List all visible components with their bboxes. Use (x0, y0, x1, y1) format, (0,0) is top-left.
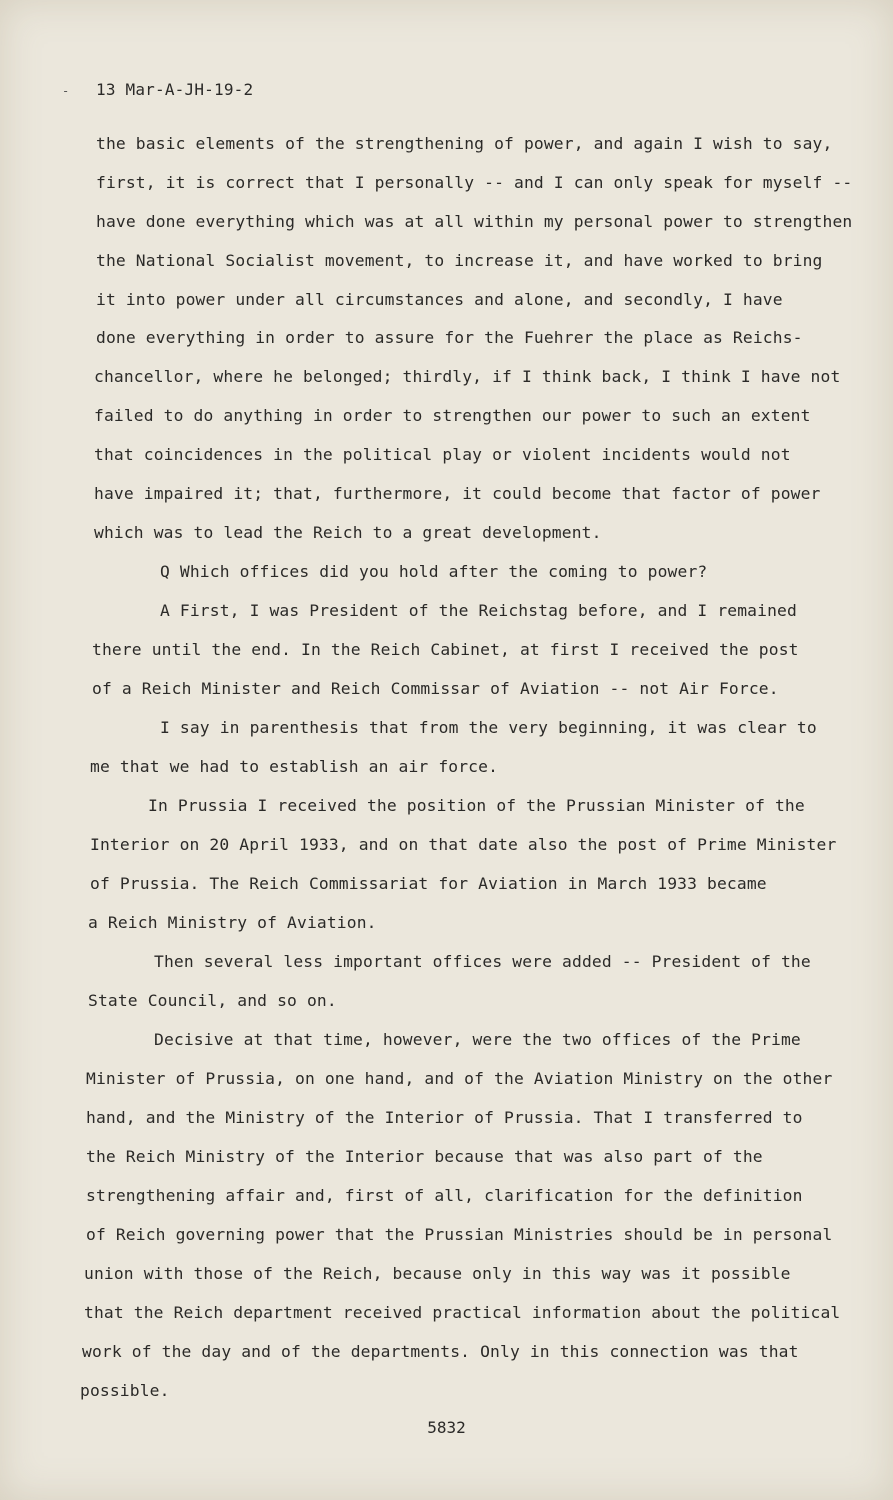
text-line: first, it is correct that I personally -- and I can only speak for myself -- (96, 173, 853, 192)
text-line: me that we had to establish an air force. (90, 757, 499, 776)
text-line: Then several less important offices were added -- President of the (154, 952, 811, 971)
text-line: that coincidences in the political play or violent incidents would not (94, 445, 791, 464)
text-line: it into power under all circumstances and alone, and secondly, I have (96, 290, 783, 309)
text-line: which was to lead the Reich to a great development. (94, 523, 602, 542)
text-line: chancellor, where he belonged; thirdly, if I think back, I think I have not (94, 367, 841, 386)
margin-tick-mark: - (62, 84, 70, 98)
text-line: the Reich Ministry of the Interior because that was also part of the (86, 1147, 763, 1166)
text-line: of Prussia. The Reich Commissariat for Aviation in March 1933 became (90, 874, 767, 893)
text-line: have done everything which was at all within my personal power to strengthen (96, 212, 853, 231)
text-line: I say in parenthesis that from the very beginning, it was clear to (160, 718, 817, 737)
document-reference: 13 Mar-A-JH-19-2 (96, 80, 254, 99)
text-line: a Reich Ministry of Aviation. (88, 913, 377, 932)
text-line: the basic elements of the strengthening of power, and again I wish to say, (96, 134, 833, 153)
text-line: have impaired it; that, furthermore, it could become that factor of power (94, 484, 821, 503)
text-line: Minister of Prussia, on one hand, and of the Aviation Ministry on the other (86, 1069, 833, 1088)
text-line: that the Reich department received practical information about the political (84, 1303, 841, 1322)
text-line: of a Reich Minister and Reich Commissar of Aviation -- not Air Force. (92, 679, 779, 698)
text-line: strengthening affair and, first of all, clarification for the definition (86, 1186, 803, 1205)
text-line: the National Socialist movement, to increase it, and have worked to bring (96, 251, 823, 270)
answer-line: A First, I was President of the Reichstag before, and I remained (160, 601, 797, 620)
text-line: Interior on 20 April 1933, and on that date also the post of Prime Minister (90, 835, 837, 854)
text-line: Decisive at that time, however, were the two offices of the Prime (154, 1030, 801, 1049)
text-line: union with those of the Reich, because only in this way was it possible (84, 1264, 791, 1283)
text-line: of Reich governing power that the Prussian Ministries should be in personal (86, 1225, 833, 1244)
text-line: done everything in order to assure for the Fuehrer the place as Reichs- (96, 328, 803, 347)
text-line: In Prussia I received the position of the Prussian Minister of the (148, 796, 805, 815)
text-line: work of the day and of the departments. Only in this connection was that (82, 1342, 799, 1361)
text-line: failed to do anything in order to strengthen our power to such an extent (94, 406, 811, 425)
page-number: 5832 (427, 1418, 466, 1437)
text-line: possible. (80, 1381, 170, 1400)
text-line: there until the end. In the Reich Cabinet, at first I received the post (92, 640, 799, 659)
text-line: hand, and the Ministry of the Interior of Prussia. That I transferred to (86, 1108, 803, 1127)
text-line: State Council, and so on. (88, 991, 337, 1010)
question-line: Q Which offices did you hold after the coming to power? (160, 562, 708, 581)
